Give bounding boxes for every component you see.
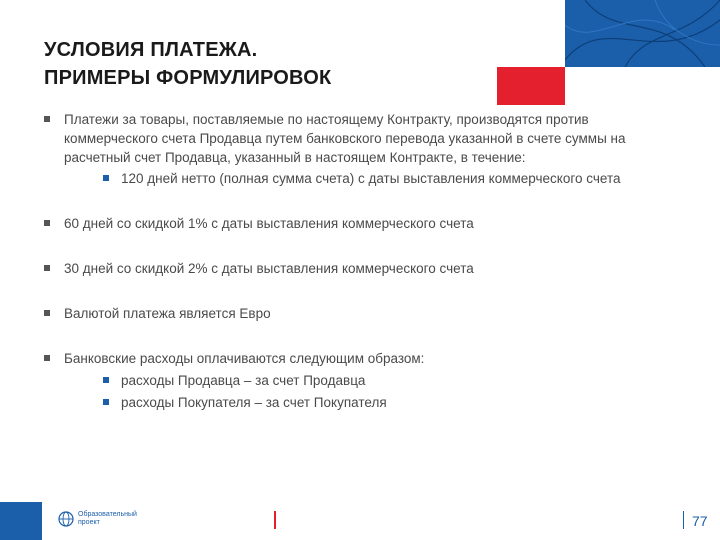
page-number: 77 (692, 513, 708, 529)
page-title (44, 36, 331, 92)
decorative-blue-block (565, 0, 720, 67)
title-line-2: ПРИМЕРЫ ФОРМУЛИРОВОК (44, 67, 332, 89)
square-bullet-icon (44, 116, 50, 122)
logo-text (78, 511, 137, 527)
logo-text-line-1: Образовательный (78, 511, 137, 518)
footer-logo (58, 511, 137, 527)
sub-list-item-text: 120 дней нетто (полная сумма счета) с даты выставления коммерческого счета (121, 171, 621, 186)
list-item-text: Банковские расходы оплачиваются следующим образом: (64, 351, 425, 366)
list-item (44, 110, 684, 188)
title-line-1: УСЛОВИЯ ПЛАТЕЖА. (44, 39, 258, 61)
footer-blue-divider (683, 511, 684, 529)
list-item (44, 214, 684, 233)
globe-logo-icon (58, 511, 74, 527)
square-bullet-icon (44, 220, 50, 226)
list-item-text: 30 дней со скидкой 2% с даты выставления коммерческого счета (64, 261, 474, 276)
list-item-text: Валютой платежа является Евро (64, 306, 271, 321)
sub-list-item-text: расходы Покупателя – за счет Покупателя (121, 395, 387, 410)
square-bullet-icon (103, 399, 109, 405)
sub-list-item (44, 393, 684, 412)
footer-blue-block (0, 502, 42, 540)
list-item (44, 259, 684, 278)
square-bullet-icon (44, 265, 50, 271)
sub-list-item (44, 371, 684, 390)
list-item-text: 60 дней со скидкой 1% с даты выставления коммерческого счета (64, 216, 474, 231)
square-bullet-icon (103, 175, 109, 181)
sub-list-item (44, 169, 684, 188)
sub-list-item-text: расходы Продавца – за счет Продавца (121, 373, 366, 388)
list-item-text: Платежи за товары, поставляемые по настоящему Контракту, производятся против коммерческого счета Продавца путем банковского перевода указанной в счете суммы на расчетный счет Продавца, указанный в настоящем Контракте, в течение: (64, 112, 626, 165)
bullet-list (44, 110, 684, 412)
list-item (44, 304, 684, 323)
logo-text-line-2: проект (78, 519, 100, 526)
list-item (44, 349, 684, 412)
square-bullet-icon (44, 355, 50, 361)
square-bullet-icon (44, 310, 50, 316)
square-bullet-icon (103, 377, 109, 383)
decorative-red-block (497, 67, 565, 105)
decorative-curves (565, 0, 720, 67)
footer-red-divider (274, 511, 276, 529)
